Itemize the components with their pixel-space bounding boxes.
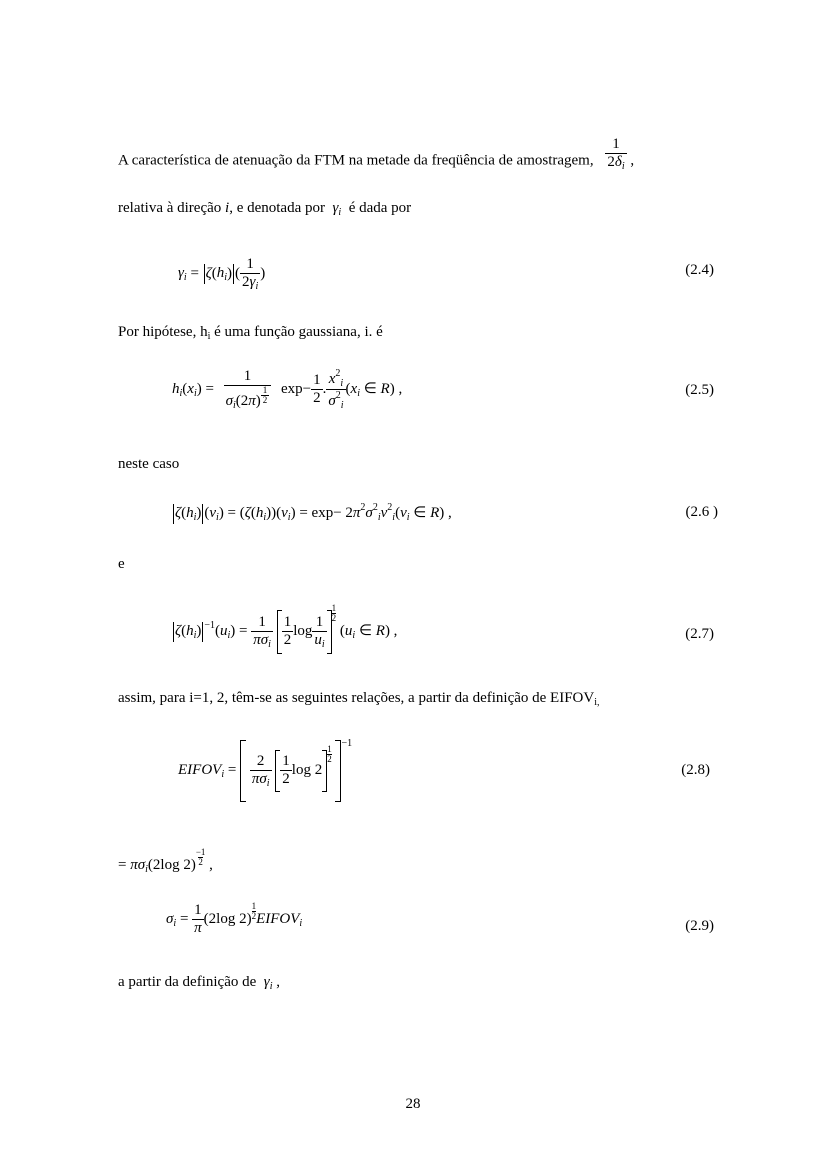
equation-number-2-6: (2.6 ) [685,504,718,520]
equation-2-9: $\sigma_i$ = $\frac{1}{\pi}$ (2log 2) $\frac{1}{2}$ $EIFOV_i$ [166,901,303,937]
equation-number-2-7: (2.7) [685,626,714,642]
equation-number-2-8: (2.8) [681,762,710,778]
paragraph-3 [118,324,383,342]
equation-2-6: $\zeta(h_i) (\nu_i) = (\zeta(h_i))(\nu_i) = \exp- 2\pi^2\sigma^2_i\nu^2_i(\nu_i$ ∈ R) , [175,502,452,523]
paragraph-1-text: A característica de atenuação da FTM na metade da freqüência de amostragem, [118,152,594,169]
paragraph-2-text-c: , e denotada por [229,200,325,216]
equation-number-2-9: (2.9) [685,918,714,934]
equation-2-5: $h_i(x_i)$ = 1 $\sigma_i(2\pi)$ $\frac{1}{2}$ exp− $\frac{1}{2}$ . $\frac{x^2_i}{\sigma^2_i}$ ($x_i$ ∈ R) , [172,368,403,411]
paragraph-5: e [118,556,125,572]
paragraph-2-text-d: é dada por [348,200,412,216]
paragraph-3-text: Por hipótese, h [118,324,208,340]
equation-number-2-5: (2.5) [685,382,714,398]
page-number: 28 [405,1096,421,1112]
inline-fraction-1-over-2delta: $\frac{1}{2\delta_i}$ [607,136,625,172]
paragraph-3-text-b: é uma função gaussiana, i. é [210,324,383,340]
paragraph-2-text-i: i [225,200,230,216]
paragraph-7-text: a partir da definição de [118,974,257,990]
equation-2-4: $\gamma_i = \zeta(h_i)$ ( $\frac{1}{2\gamma_i}$ ) [178,256,266,292]
paragraph-6-sub: i, [594,697,600,708]
paragraph-1: A característica de atenuação da FTM na metade da freqüência de amostragem, $\frac{1}{2\delta_i}$ , [118,136,635,172]
paragraph-2 [118,200,411,218]
equation-2-8-continuation: = $\pi\sigma_i(2\log$ 2) $\frac{-1}{2}$ , [118,847,213,875]
paragraph-4: neste caso [118,456,180,472]
paragraph-2-text-a: relativa à direção [118,200,222,216]
equation-2-7: $\zeta(h_i) ^{-1}(u_i)$ = $\frac{1}{\pi\sigma_i}$ $\frac{1}{2}$ log $\frac{1}{u_i}$ $\frac{1}{2}$ ($u_i$ ∈ R) , [172,604,397,654]
paragraph-6 [118,690,600,708]
paragraph-3-sub: i [207,331,211,342]
paragraph-7: a partir da definição de $\gamma_i$ , [118,974,280,992]
paragraph-6-text: assim, para i=1, 2, têm-se as seguintes relações, a partir da definição de EIFOV [118,690,595,706]
equation-number-2-4: (2.4) [685,262,714,278]
inline-gamma-i: $\gamma_i$ [328,200,342,218]
equation-2-8: $EIFOV_i$ = $\frac{2}{\pi\sigma_i}$ $\frac{1}{2}$ log 2 $\frac{1}{2}$ $^{-1}$ [178,738,352,802]
inline-gamma-i-2: $\gamma_i$ [260,974,273,992]
